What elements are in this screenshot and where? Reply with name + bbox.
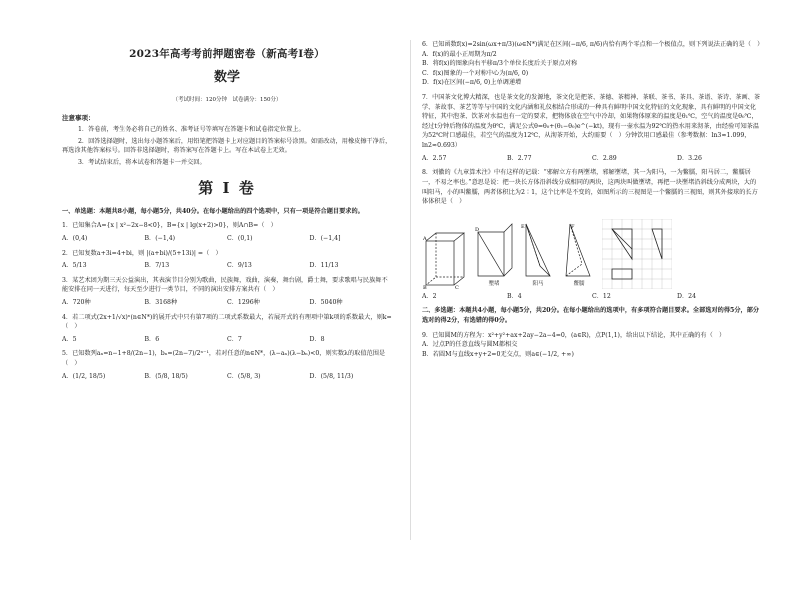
option-c: C．2.89	[592, 154, 617, 162]
option-d: D．(−1,4]	[309, 234, 341, 242]
question-options	[62, 261, 392, 271]
option-a: A．(0,4)	[62, 234, 88, 242]
question-options	[62, 234, 392, 244]
question-stem: 8．刘徽的《九章算术注》中有这样的记载：“邪解立方有两壍堵，邪解壍堵，其一为阳马，一为鳖臑，阳马居二，鳖臑居一，不易之率也。”意思是说：把一块长方体沿斜线分成相同的两块，这两块叫做壍堵，再把一块壍堵沿斜线分成两块，大的叫阳马，小的叫鳖臑，两者体积比为2∶1，这个比率是不变的，如图所示的三视图是一个鳖臑的三视图，则其外接球的长方体体积是（ ）	[422, 169, 758, 206]
option-c: C．1296种	[227, 298, 260, 306]
option-a: A．过点P的任意直线与圆M都相交	[422, 341, 518, 349]
option-b: B．4	[507, 292, 522, 300]
question-options	[422, 154, 762, 164]
option-d: D．3.26	[677, 154, 702, 162]
question-4	[62, 313, 392, 345]
option-c: C．f(x)图象的一个对称中心为(π/6, 0)	[422, 69, 529, 77]
bienao-label: 鳖臑	[573, 281, 585, 288]
option-d: D．24	[677, 292, 697, 300]
vertex-label: E	[521, 224, 525, 231]
option-a: A．f(x)的最小正周期为π/2	[422, 50, 497, 58]
vertex-label: F	[571, 224, 575, 231]
left-column	[62, 0, 392, 562]
question-options	[62, 298, 392, 308]
question-stem: 6．已知函数f(x)=2sin(ωx+π/3)(ω∈N*)满足在区间(−π/6, π/6)内恰有两个零点和一个极值点，则下列说法正确的是（ ）	[422, 41, 764, 48]
option-c: C．(5/8, 3)	[227, 372, 261, 380]
option-b: B．(5/8, 18/5)	[144, 372, 188, 380]
option-a: A．720种	[62, 298, 91, 306]
option-b: B．2.77	[507, 154, 532, 162]
question-7	[422, 93, 762, 163]
vertex-label: A	[423, 235, 427, 242]
part-title: 第 I 卷	[198, 179, 256, 198]
option-c: C．9/13	[227, 262, 252, 270]
notice-heading: 注意事项：	[62, 113, 95, 122]
question-stem: 2．已知复数a+3i=4+bi，则 |(a+bi)/(5+13i)| =（ ）	[62, 249, 222, 257]
option-b: B．(−1,4)	[144, 234, 176, 242]
option-c: C．(0,1)	[227, 234, 253, 242]
section-heading: 二、多选题：本题共4小题，每小题5分，共20分。在每小题给出的选项中，有多项符合题目要求。全部选对的得5分，部分选对的得2分，有选错的得0分。	[422, 307, 760, 324]
option-b: B．7/13	[144, 262, 170, 270]
question-stem: 3．某艺术团为期三天公益演出，其表演节目分别为歌曲，民族舞，戏曲，演奏，舞台剧，爵士舞，要求歌唱与民族舞不能安排在同一天进行，每天至少进行一类节目，不同的演出安排方案共有（ ）	[62, 276, 388, 294]
question-8	[422, 168, 762, 301]
exam-title: 2023年高考考前押题密卷（新高考Ⅰ卷）	[129, 48, 325, 60]
exam-subject: 数学	[213, 70, 240, 86]
question-1	[62, 221, 392, 243]
question-stem: 5．已知数列aₙ=n−1+8/(2n−1)，bₙ=(2n−7)/2ⁿ⁻¹，若对任意的n∈N*，(λ−aₙ)(λ−bₙ)<0，则实数λ的取值范围是（ ）	[62, 350, 386, 367]
column-divider	[410, 40, 411, 540]
option-d: D．f(x)在区间(−π/6, 0)上单调递增	[422, 79, 522, 87]
question-3	[62, 276, 392, 308]
notice-item: 1．答卷前，考生务必将自己的姓名、准考证号等填写在答题卡和试卷指定位置上。	[78, 125, 305, 133]
option-b: B．3168种	[144, 298, 178, 306]
solid-figures	[422, 211, 762, 289]
question-stem: 4．若二项式(2x+1/√x)ⁿ(n∈N*)的展开式中只有第7项的二项式系数最大，若展开式的有理项中第k项的系数最大，则k=（ ）	[62, 313, 392, 331]
figure-yangma	[520, 220, 556, 289]
option-b: B．6	[144, 335, 160, 343]
yangma-diagram	[520, 220, 556, 280]
vertex-label: D	[475, 227, 480, 234]
wedge-diagram	[474, 220, 514, 280]
question-options	[62, 335, 392, 345]
option-a: A．5	[62, 335, 77, 343]
option-a: A．2.57	[422, 154, 447, 162]
question-2	[62, 249, 392, 271]
option-a: A．(1/2, 18/5)	[62, 372, 106, 380]
option-a: A．5/13	[62, 262, 87, 270]
vertex-label: B	[423, 284, 427, 289]
option-d: D．(5/8, 11/3)	[309, 372, 354, 380]
wedge-label: 壍堵	[488, 281, 500, 288]
option-a: A．2	[422, 292, 437, 300]
question-stem: 9．已知圆M的方程为：x²+y²+ax+2ay−2a−4=0，(a∈R)，点P(1,1)，给出以下结论，其中正确的有（ ）	[422, 331, 726, 339]
figure-wedge	[474, 220, 514, 289]
option-d: D．11/13	[309, 262, 339, 270]
option-b: B．若圆M与直线x+y+2=0无交点，则a∈(−1/2, +∞)	[422, 350, 574, 358]
question-stem: 7．中国茶文化博大精深，也是茶文化的发源地，茶文化是把茶、茶德、茶精神、茶联、茶书、茶具、茶谱、茶诗、茶画、茶学、茶故事、茶艺等等与中国的文化内涵和礼仪相结合形成的一种具有鲜明中国文化特征的文化现象，具有鲜明的中国文化特征，其中泡茶、饮茶对水温也有一定的要求，把物体放在空气中冷却，如果物体原来的温度是θ₁℃，空气的温度是θ₀℃，经过t分钟后物体的温度为θ℃，满足公式θ=θ₀+(θ₁−θ₀)e^(−kt)，现有一壶水温为92℃的热水用来沏茶，由经验可知茶温为52℃时口感最佳，若空气的温度为12℃，从沏茶开始，大约需要（ ）分钟饮用口感最佳（参考数据：ln3≈1.099，ln2≈0.693）	[422, 94, 761, 150]
question-stem: 1．已知集合A={x | x²−2x−8<0}，B={x | lg(x+2)>0}，则A∩B=（ ）	[62, 222, 277, 230]
option-c: C．12	[592, 292, 611, 300]
option-d: D．5040种	[309, 298, 343, 306]
figure-three-view	[602, 219, 672, 289]
vertex-label: C	[455, 284, 459, 289]
option-c: C．7	[227, 335, 242, 343]
three-view-grid	[602, 219, 672, 289]
figure-bienao	[562, 220, 596, 289]
exam-info: （考试时间：120分钟 试卷满分：150分）	[172, 97, 282, 104]
figure-cuboid	[422, 229, 468, 289]
yangma-label: 阳马	[532, 281, 544, 288]
question-options	[422, 292, 762, 302]
question-options	[62, 372, 392, 382]
option-d: D．8	[309, 335, 325, 343]
notice-item: 2．回答选择题时，选出每小题答案后，用铅笔把答题卡上对应题目的答案标号涂黑。如需改动，用橡皮擦干净后，再选涂其他答案标号。回答非选择题时，将答案写在答题卡上。写在本试卷上无效。	[62, 137, 392, 155]
section-heading: 一、单选题：本题共8小题，每小题5分，共40分。在每小题给出的四个选项中，只有一项是符合题目要求的。	[62, 207, 364, 215]
question-5	[62, 349, 392, 381]
cuboid-diagram	[422, 229, 468, 289]
notice-item: 3．考试结束后，将本试卷和答题卡一并交回。	[78, 158, 206, 166]
question-9	[422, 331, 762, 360]
option-b: B．将f(x)的图象向右平移π/3个单位长度后关于原点对称	[422, 60, 578, 68]
bienao-diagram	[562, 220, 596, 280]
right-column	[422, 0, 762, 602]
question-6	[422, 40, 762, 88]
